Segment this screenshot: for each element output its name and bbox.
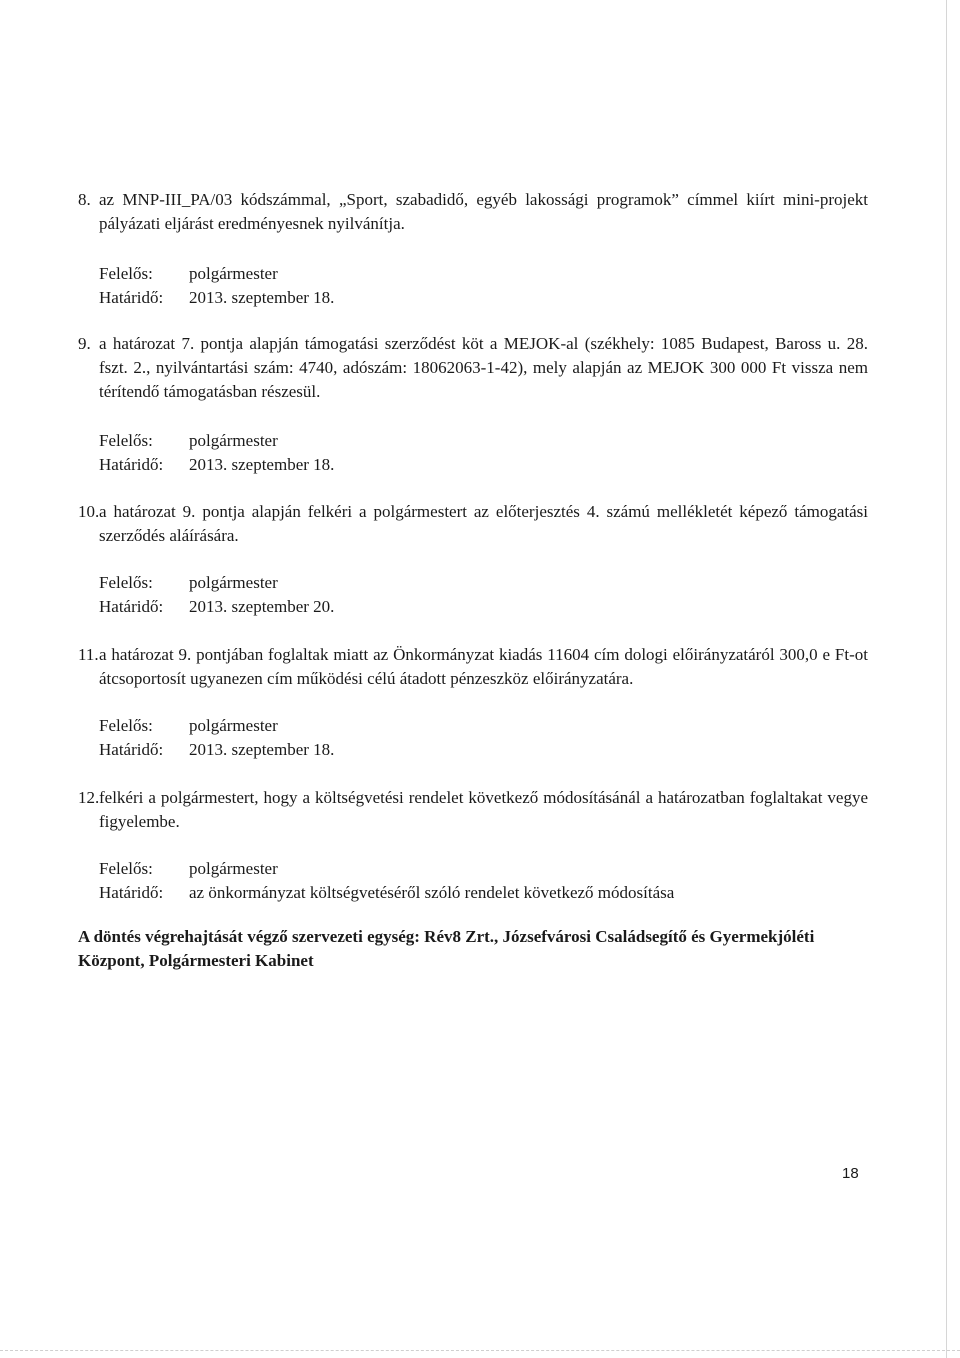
felelos-value: polgármester bbox=[189, 573, 278, 592]
hatarido-label: Határidő: bbox=[99, 597, 164, 616]
item-number: 9. bbox=[78, 334, 91, 353]
item-number: 12. bbox=[78, 788, 100, 807]
responsible-block-12 bbox=[99, 857, 799, 905]
hatarido-value: 2013. szeptember 18. bbox=[189, 288, 335, 307]
hatarido-label: Határidő: bbox=[99, 288, 164, 307]
hatarido-value: 2013. szeptember 20. bbox=[189, 597, 335, 616]
item-text: felkéri a polgármestert, hogy a költségvetési rendelet következő módosításánál a határozatban foglaltakat vegye figyelembe. bbox=[99, 788, 868, 831]
responsible-block-10 bbox=[99, 571, 799, 619]
felelos-label: Felelős: bbox=[99, 573, 153, 592]
resolution-item-12 bbox=[78, 786, 868, 834]
item-number: 8. bbox=[78, 190, 91, 209]
felelos-value: polgármester bbox=[189, 859, 278, 878]
resolution-item-9 bbox=[78, 332, 868, 404]
resolution-item-8 bbox=[78, 188, 868, 236]
responsible-block-8 bbox=[99, 262, 799, 310]
scan-edge-right bbox=[946, 0, 947, 1358]
felelos-label: Felelős: bbox=[99, 264, 153, 283]
hatarido-label: Határidő: bbox=[99, 455, 164, 474]
resolution-item-10 bbox=[78, 500, 868, 548]
resolution-item-11 bbox=[78, 643, 868, 691]
hatarido-value: 2013. szeptember 18. bbox=[189, 455, 335, 474]
felelos-value: polgármester bbox=[189, 264, 278, 283]
felelos-label: Felelős: bbox=[99, 859, 153, 878]
felelos-value: polgármester bbox=[189, 431, 278, 450]
felelos-label: Felelős: bbox=[99, 431, 153, 450]
item-text: a határozat 9. pontjában foglaltak miatt az Önkormányzat kiadás 11604 cím dologi előirányzatáról 300,0 e Ft-ot átcsoportosít ugyanezen cím működési célú átadott pénzeszköz előirányzatára. bbox=[99, 645, 868, 688]
item-text: a határozat 9. pontja alapján felkéri a polgármestert az előterjesztés 4. számú mellékletét képező támogatási szerződés aláírására. bbox=[99, 502, 868, 545]
item-number: 11. bbox=[78, 645, 99, 664]
item-text: a határozat 7. pontja alapján támogatási szerződést köt a MEJOK-al (székhely: 1085 Budapest, Baross u. 28. fszt. 2., nyilvántartási szám: 4740, adószám: 18062063-1-42), mely alapján az MEJOK 300 000 Ft vissza nem térítendő támogatásban részesül. bbox=[99, 334, 868, 401]
responsible-block-11 bbox=[99, 714, 799, 762]
hatarido-value: 2013. szeptember 18. bbox=[189, 740, 335, 759]
felelos-label: Felelős: bbox=[99, 716, 153, 735]
executing-unit-note: A döntés végrehajtását végző szervezeti egység: Rév8 Zrt., Józsefvárosi Családsegítő és Gyermekjóléti Központ, Polgármesteri Kabinet bbox=[78, 927, 815, 970]
felelos-value: polgármester bbox=[189, 716, 278, 735]
hatarido-label: Határidő: bbox=[99, 740, 164, 759]
page-number: 18 bbox=[842, 1165, 859, 1182]
item-number: 10. bbox=[78, 502, 100, 521]
item-text: az MNP-III_PA/03 kódszámmal, „Sport, szabadidő, egyéb lakossági programok” címmel kiírt mini-projekt pályázati eljárást eredményesnek nyilvánítja. bbox=[99, 190, 868, 233]
responsible-block-9 bbox=[99, 429, 799, 477]
hatarido-label: Határidő: bbox=[99, 883, 164, 902]
hatarido-value: az önkormányzat költségvetéséről szóló rendelet következő módosítása bbox=[189, 883, 675, 902]
scan-edge-bottom bbox=[0, 1350, 960, 1352]
